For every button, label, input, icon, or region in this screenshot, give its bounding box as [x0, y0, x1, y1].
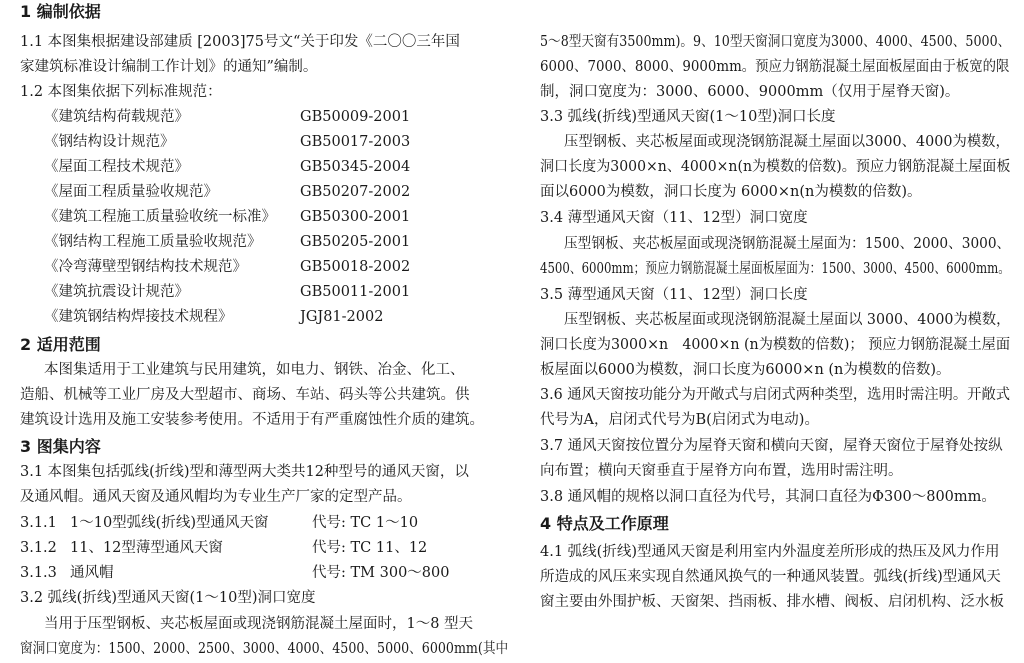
- para-3-2-line-1: 当用于压型钢板、夹芯板屋面或现浇钢筋混凝土屋面时，1～8 型天: [44, 616, 474, 632]
- para-3-3-line-3: 面以6000为模数，洞口长度为 6000×n(n为模数的倍数)。: [540, 184, 922, 200]
- para-3-4: 3.4 薄型通风天窗（11、12型）洞口宽度: [540, 210, 808, 226]
- standard-name: 《钢结构工程施工质量验收规范》: [44, 234, 262, 250]
- para-1-1-line-2: 家建筑标准设计编制工作计划》的通知”编制。: [20, 59, 318, 75]
- para-3-7-line-2: 向布置；横向天窗垂直于屋脊方向布置，选用时需注明。: [540, 463, 903, 479]
- para-3-6-line-1: 3.6 通风天窗按功能分为开敞式与启闭式两种类型，选用时需注明。开敞式: [540, 387, 1011, 403]
- type-number: 3.1.3: [20, 565, 57, 581]
- standard-code: GB50011-2001: [300, 284, 411, 300]
- para-2-line-2: 造船、机械等工业厂房及大型超市、商场、车站、码头等公共建筑。供: [20, 387, 470, 403]
- standard-name: 《冷弯薄壁型钢结构技术规范》: [44, 259, 247, 275]
- para-3-2-cont-line-1: 5～8型天窗有3500mm)。9、10型天窗洞口宽度为3000、4000、4500、5000、: [540, 34, 1011, 50]
- standard-code: GB50300-2001: [300, 209, 411, 225]
- para-1-1-line-1: 1.1 本图集根据建设部建质 [2003]75号文“关于印发《二〇〇三年国: [20, 34, 460, 50]
- para-3-5-line-1: 压型钢板、夹芯板屋面或现浇钢筋混凝土屋面以 3000、4000为模数，: [564, 312, 1011, 328]
- standard-code: GB50207-2002: [300, 184, 411, 200]
- standard-name: 《建筑结构荷载规范》: [44, 109, 189, 125]
- standard-code: GB50205-2001: [300, 234, 411, 250]
- para-4-1-line-2: 所造成的风压来实现自然通风换气的一种通风装置。弧线(折线)型通风天: [540, 569, 1001, 585]
- para-4-1-line-1: 4.1 弧线(折线)型通风天窗是利用室内外温度差所形成的热压及风力作用: [540, 544, 1000, 560]
- standard-name: 《屋面工程质量验收规范》: [44, 184, 218, 200]
- para-1-2: 1.2 本图集依据下列标准规范：: [20, 84, 222, 100]
- section-4-title: 4 特点及工作原理: [540, 514, 669, 533]
- para-3-2-cont-line-2: 6000、7000、8000、9000mm。预应力钢筋混凝土屋面板屋面由于板宽的限: [540, 59, 1010, 75]
- section-1-title: 1 编制依据: [20, 2, 101, 21]
- type-name: 11、12型薄型通风天窗: [70, 540, 223, 556]
- type-number: 3.1.2: [20, 540, 57, 556]
- type-code: 代号: TC 1～10: [312, 515, 419, 531]
- para-3-2: 3.2 弧线(折线)型通风天窗(1～10型)洞口宽度: [20, 590, 316, 606]
- para-3-6-line-2: 代号为A，启闭式代号为B(启闭式为电动)。: [540, 412, 819, 428]
- standard-name: 《建筑工程施工质量验收统一标准》: [44, 209, 276, 225]
- standard-code: JGJ81-2002: [300, 309, 384, 325]
- para-3-3-line-2: 洞口长度为3000×n、4000×n(n为模数的倍数)。预应力钢筋混凝土屋面板: [540, 159, 1011, 175]
- type-code: 代号: TC 11、12: [312, 540, 428, 556]
- para-2-line-3: 建筑设计选用及施工安装参考使用。不适用于有严重腐蚀性介质的建筑。: [20, 412, 484, 428]
- section-3-title: 3 图集内容: [20, 437, 101, 456]
- para-3-2-line-2: 窗洞口宽度为：1500、2000、2500、3000、4000、4500、5000、6000mm(其中: [20, 641, 509, 657]
- standard-code: GB50009-2001: [300, 109, 411, 125]
- standard-name: 《建筑钢结构焊接技术规程》: [44, 309, 233, 325]
- standard-name: 《屋面工程技术规范》: [44, 159, 189, 175]
- para-3-4-line-2: 4500、6000mm；预应力钢筋混凝土屋面板屋面为：1500、3000、4500、6000mm。: [540, 261, 1010, 277]
- para-3-1-line-1: 3.1 本图集包括弧线(折线)型和薄型两大类共12种型号的通风天窗，以: [20, 464, 469, 480]
- standard-code: GB50345-2004: [300, 159, 411, 175]
- para-3-2-cont-line-3: 制，洞口宽度为：3000、6000、9000mm（仅用于屋脊天窗)。: [540, 84, 960, 100]
- para-3-3: 3.3 弧线(折线)型通风天窗(1～10型)洞口长度: [540, 109, 836, 125]
- standard-name: 《建筑抗震设计规范》: [44, 284, 189, 300]
- para-3-3-line-1: 压型钢板、夹芯板屋面或现浇钢筋混凝土屋面以3000、4000为模数，: [564, 134, 1010, 150]
- para-3-1-line-2: 及通风帽。通风天窗及通风帽均为专业生产厂家的定型产品。: [20, 489, 412, 505]
- standard-name: 《钢结构设计规范》: [44, 134, 175, 150]
- para-4-1-line-3: 窗主要由外围护板、天窗架、挡雨板、排水槽、阀板、启闭机构、泛水板: [540, 594, 1004, 610]
- type-name: 1～10型弧线(折线)型通风天窗: [70, 515, 269, 531]
- para-3-7-line-1: 3.7 通风天窗按位置分为屋脊天窗和横向天窗，屋脊天窗位于屋脊处按纵: [540, 438, 1003, 454]
- para-3-4-line-1: 压型钢板、夹芯板屋面或现浇钢筋混凝土屋面为：1500、2000、3000、: [564, 236, 1011, 252]
- standard-code: GB50018-2002: [300, 259, 411, 275]
- para-3-5-line-3: 板屋面以6000为模数，洞口长度为6000×n (n为模数的倍数)。: [540, 362, 951, 378]
- para-2-line-1: 本图集适用于工业建筑与民用建筑，如电力、钢铁、冶金、化工、: [44, 362, 465, 378]
- para-3-8: 3.8 通风帽的规格以洞口直径为代号，其洞口直径为Φ300～800mm。: [540, 489, 996, 505]
- type-code: 代号: TM 300～800: [312, 565, 450, 581]
- standard-code: GB50017-2003: [300, 134, 411, 150]
- type-name: 通风帽: [70, 565, 114, 581]
- para-3-5-line-2: 洞口长度为3000×n 4000×n (n为模数的倍数)； 预应力钢筋混凝土屋面: [540, 337, 1011, 353]
- section-2-title: 2 适用范围: [20, 335, 101, 354]
- type-number: 3.1.1: [20, 515, 57, 531]
- para-3-5: 3.5 薄型通风天窗（11、12型）洞口长度: [540, 287, 808, 303]
